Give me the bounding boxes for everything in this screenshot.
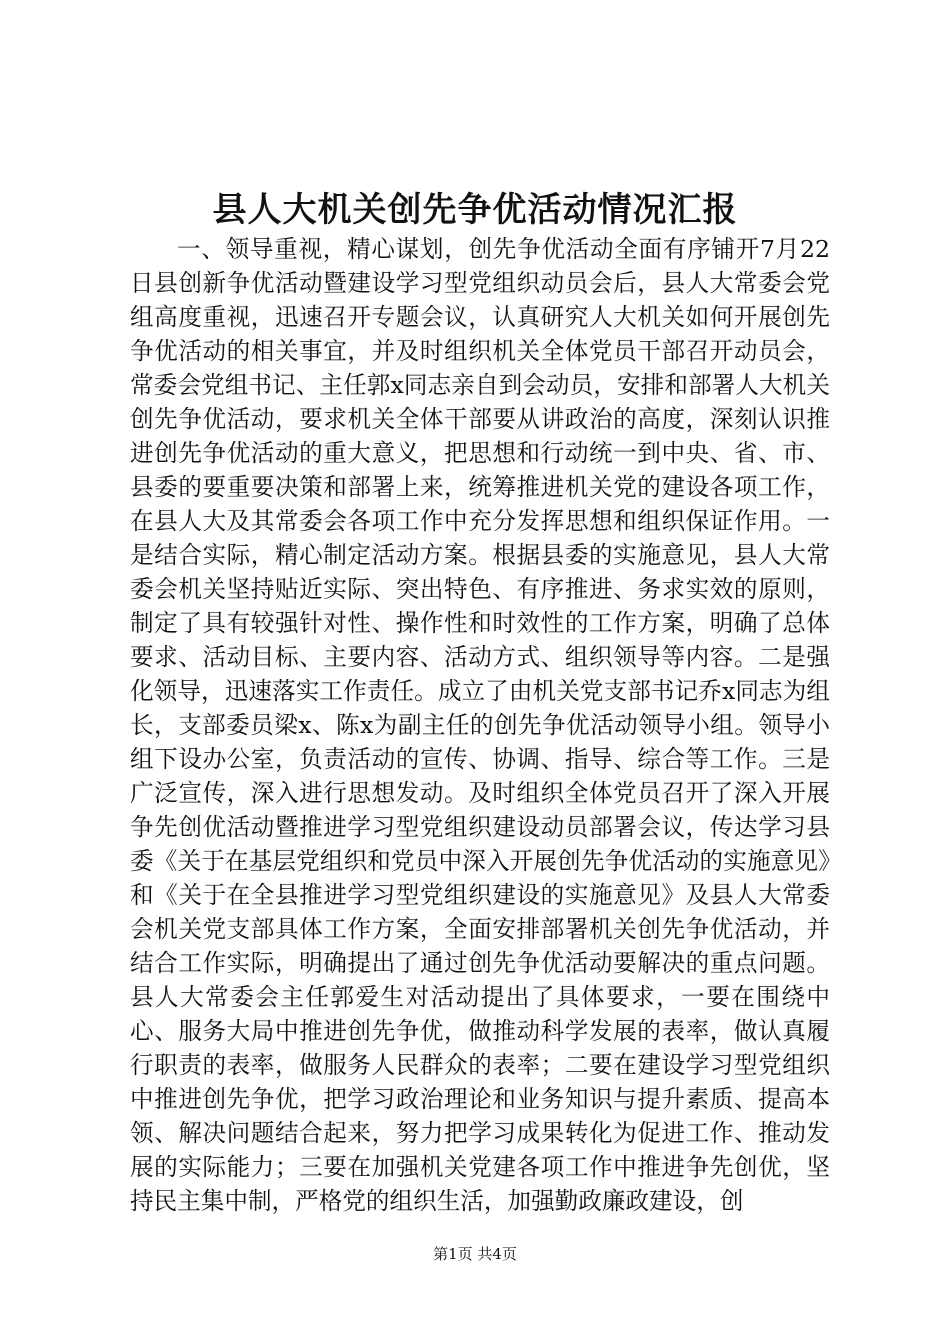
document-body-paragraph: 一、领导重视，精心谋划，创先争优活动全面有序铺开7月22日县创新争优活动暨建设学习型党组织动员会后，县人大常委会党组高度重视，迅速召开专题会议，认真研究人大机关如何开展创先争优活动的相关事宜，并及时组织机关全体党员干部召开动员会，常委会党组书记、主任郭x同志亲自到会动员，安排和部署人大机关创先争优活动，要求机关全体干部要从讲政治的高度，深刻认识推进创先争优活动的重大意义，把思想和行动统一到中央、省、市、县委的要重要决策和部署上来，统筹推进机关党的建设各项工作，在县人大及其常委会各项工作中充分发挥思想和组织保证作用。一是结合实际，精心制定活动方案。根据县委的实施意见，县人大常委会机关坚持贴近实际、突出特色、有序推进、务求实效的原则，制定了具有较强针对性、操作性和时效性的工作方案，明确了总体要求、活动目标、主要内容、活动方式、组织领导等内容。二是强化领导，迅速落实工作责任。成立了由机关党支部书记乔x同志为组长，支部委员梁x、陈x为副主任的创先争优活动领导小组。领导小组下设办公室，负责活动的宣传、协调、指导、综合等工作。三是广泛宣传，深入进行思想发动。及时组织全体党员召开了深入开展争先创优活动暨推进学习型党组织建设动员部署会议，传达学习县委《关于在基层党组织和党员中深入开展创先争优活动的实施意见》和《关于在全县推进学习型党组织建设的实施意见》及县人大常委会机关党支部具体工作方案，全面安排部署机关创先争优活动，并结合工作实际，明确提出了通过创先争优活动要解决的重点问题。县人大常委会主任郭爱生对活动提出了具体要求，一要在围绕中心、服务大局中推进创先争优，做推动科学发展的表率，做认真履行职责的表率，做服务人民群众的表率；二要在建设学习型党组织中推进创先争优，把学习政治理论和业务知识与提升素质、提高本领、解决问题结合起来，努力把学习成果转化为促进工作、推动发展的实际能力；三要在加强机关党建各项工作中推进争先创优，坚持民主集中制，严格党的组织生活，加强勤政廉政建设，创 <box>130 235 830 1215</box>
document-title: 县人大机关创先争优活动情况汇报 <box>212 190 738 230</box>
page-number-footer: 第1页 共4页 <box>433 1245 517 1263</box>
